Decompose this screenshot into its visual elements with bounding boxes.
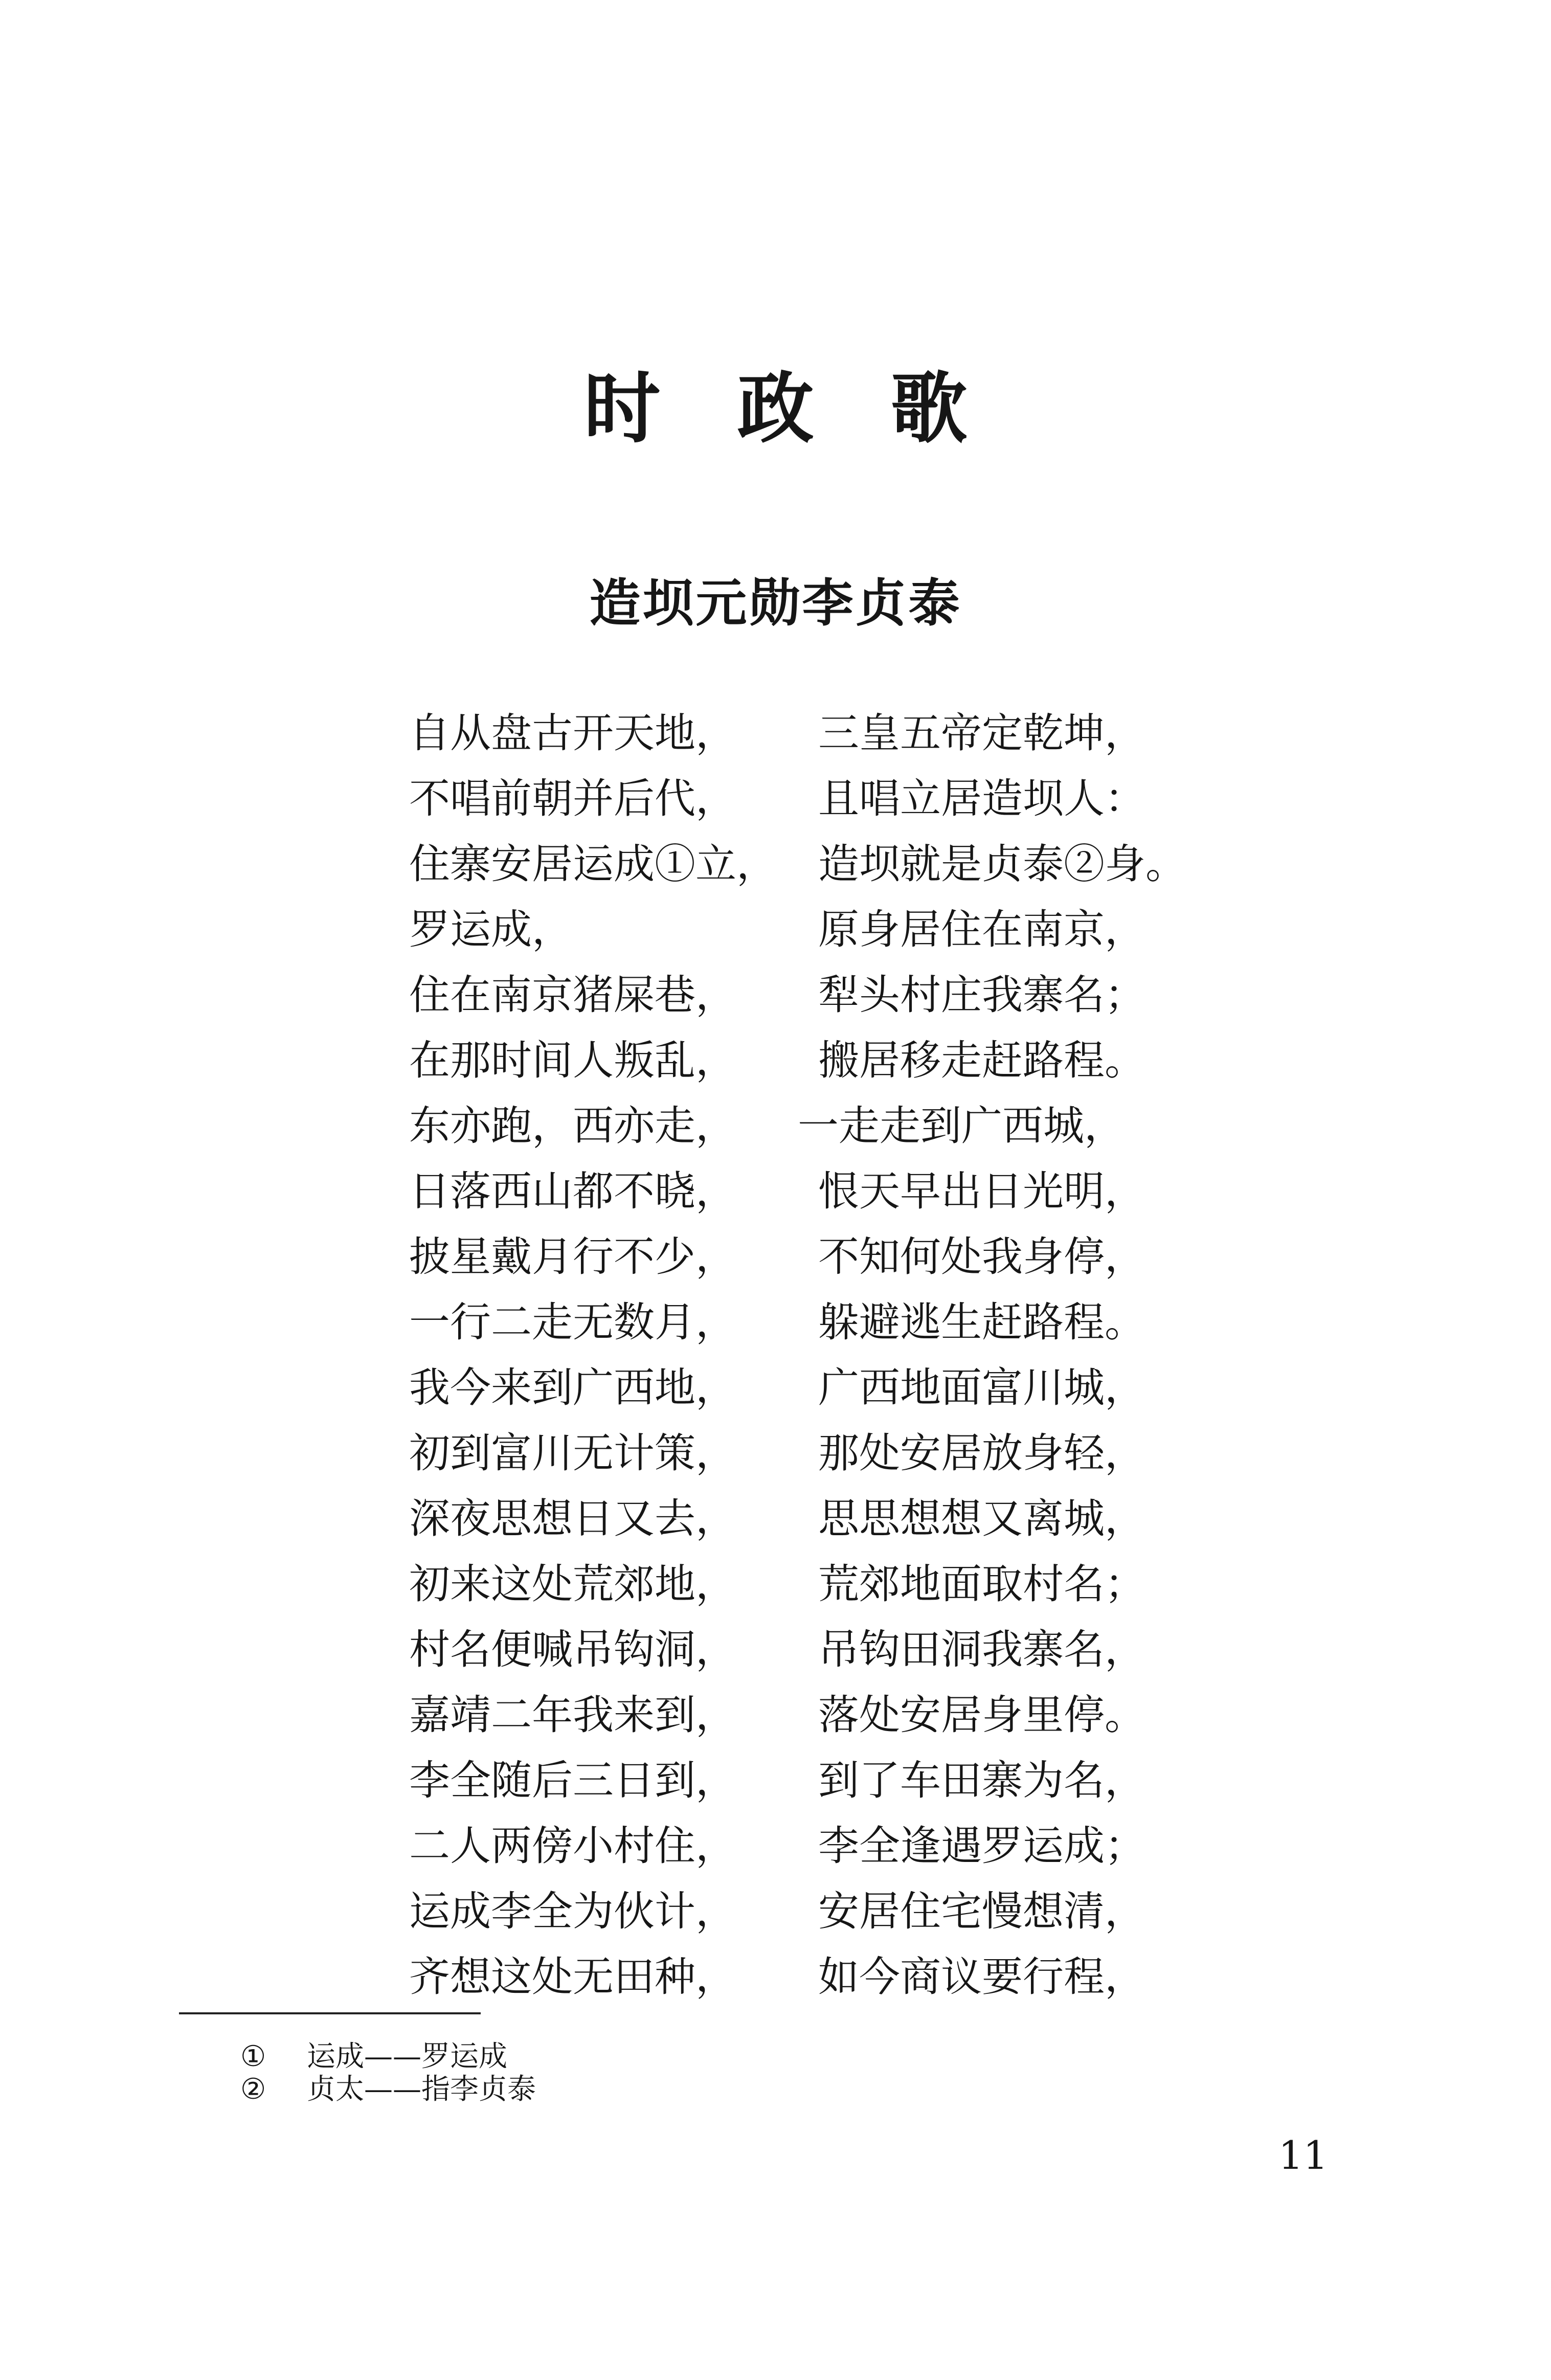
footnote-mark: ② <box>240 2073 266 2106</box>
poem-line-second-half: 荒郊地面取村名； <box>818 1560 1145 1608</box>
poem-line-first-half: 不唱前朝并后代， <box>409 775 736 822</box>
poem-line-second-half: 广西地面富川城， <box>818 1364 1145 1411</box>
poem-line-first-half: 二人两傍小村住， <box>409 1822 736 1870</box>
poem-line <box>0 766 1551 832</box>
poem-line-first-half: 村名便喊吊钩洞， <box>409 1626 736 1673</box>
poem-line <box>0 1944 1551 2010</box>
poem-line-first-half: 李全随后三日到， <box>409 1757 736 1804</box>
poem-line-first-half: 住在南京猪屎巷， <box>409 971 736 1019</box>
poem-line-second-half: 李全逢遇罗运成； <box>818 1822 1145 1870</box>
poem-line <box>0 1159 1551 1224</box>
poem-line <box>0 1486 1551 1552</box>
poem-line <box>0 1355 1551 1421</box>
footnote-text: 贞太——指李贞泰 <box>307 2073 536 2106</box>
page-number: 11 <box>1278 2132 1328 2178</box>
poem-line-second-half: 落处安居身里停。 <box>818 1691 1145 1739</box>
poem-line-first-half: 齐想这处无田种， <box>409 1953 736 2001</box>
poem-line <box>0 1748 1551 1813</box>
poem-line-second-half: 原身居住在南京， <box>818 906 1145 953</box>
poem-line <box>0 1813 1551 1879</box>
footnote-divider <box>179 2012 481 2014</box>
poem-line-first-half: 住寨安居运成①立， <box>409 840 777 888</box>
poem-line-first-half: 我今来到广西地， <box>409 1364 736 1411</box>
footnote-mark: ① <box>240 2040 266 2073</box>
poem-line-second-half: 犁头村庄我寨名； <box>818 971 1145 1019</box>
poem-line-second-half: 且唱立居造坝人： <box>818 775 1145 822</box>
poem-line-first-half: 运成李全为伙计， <box>409 1888 736 1935</box>
poem-line-second-half: 安居住宅慢想清， <box>818 1888 1145 1935</box>
poem-line-second-half: 不知何处我身停， <box>818 1233 1145 1281</box>
poem-line-first-half: 深夜思想日又去， <box>409 1495 736 1542</box>
poem-line-second-half: 躲避逃生赶路程。 <box>818 1298 1145 1346</box>
poem-line-first-half: 自从盘古开天地， <box>409 709 736 757</box>
poem-line-first-half: 披星戴月行不少， <box>409 1233 736 1281</box>
poem-line-second-half: 如今商议要行程， <box>818 1953 1145 2001</box>
poem-line <box>0 1028 1551 1093</box>
poem-line-second-half: 那处安居放身轻， <box>818 1429 1145 1477</box>
poem-line-second-half: 造坝就是贞泰②身。 <box>818 840 1186 888</box>
poem-line <box>0 1552 1551 1617</box>
poem-line <box>0 1224 1551 1290</box>
poem-line <box>0 1682 1551 1748</box>
poem-line <box>0 1093 1551 1159</box>
poem-line <box>0 962 1551 1028</box>
poem-line-first-half: 嘉靖二年我来到， <box>409 1691 736 1739</box>
poem-line <box>0 701 1551 766</box>
poem-line-first-half: 日落西山都不晓， <box>409 1167 736 1215</box>
poem-line-first-half: 一行二走无数月， <box>409 1298 736 1346</box>
poem-line-second-half: 到了车田寨为名， <box>818 1757 1145 1804</box>
poem-line-second-half: 一走走到广西城， <box>798 1102 1125 1150</box>
poem-title: 造坝元勋李贞泰 <box>589 573 962 633</box>
poem-line-first-half: 初来这处荒郊地， <box>409 1560 736 1608</box>
poem-line <box>0 1421 1551 1486</box>
poem-line <box>0 832 1551 897</box>
poem-line-second-half: 搬居移走赶路程。 <box>818 1037 1145 1084</box>
poem-line-first-half: 罗运成， <box>409 906 573 953</box>
poem-line <box>0 1290 1551 1355</box>
poem-line-first-half: 东亦跑，西亦走， <box>409 1102 736 1150</box>
poem-line-second-half: 三皇五帝定乾坤， <box>818 709 1145 757</box>
poem-line <box>0 1617 1551 1682</box>
poem-line <box>0 1879 1551 1944</box>
poem-line-second-half: 恨天早出日光明， <box>818 1167 1145 1215</box>
poem-line-first-half: 在那时间人叛乱， <box>409 1037 736 1084</box>
poem-line-second-half: 吊钩田洞我寨名， <box>818 1626 1145 1673</box>
poem-body <box>0 701 1551 2010</box>
poem-line-first-half: 初到富川无计策， <box>409 1429 736 1477</box>
poem-line-second-half: 思思想想又离城， <box>818 1495 1145 1542</box>
poem-line <box>0 897 1551 962</box>
section-title: 时政歌 <box>583 365 1044 454</box>
footnote-text: 运成——罗运成 <box>307 2040 507 2073</box>
